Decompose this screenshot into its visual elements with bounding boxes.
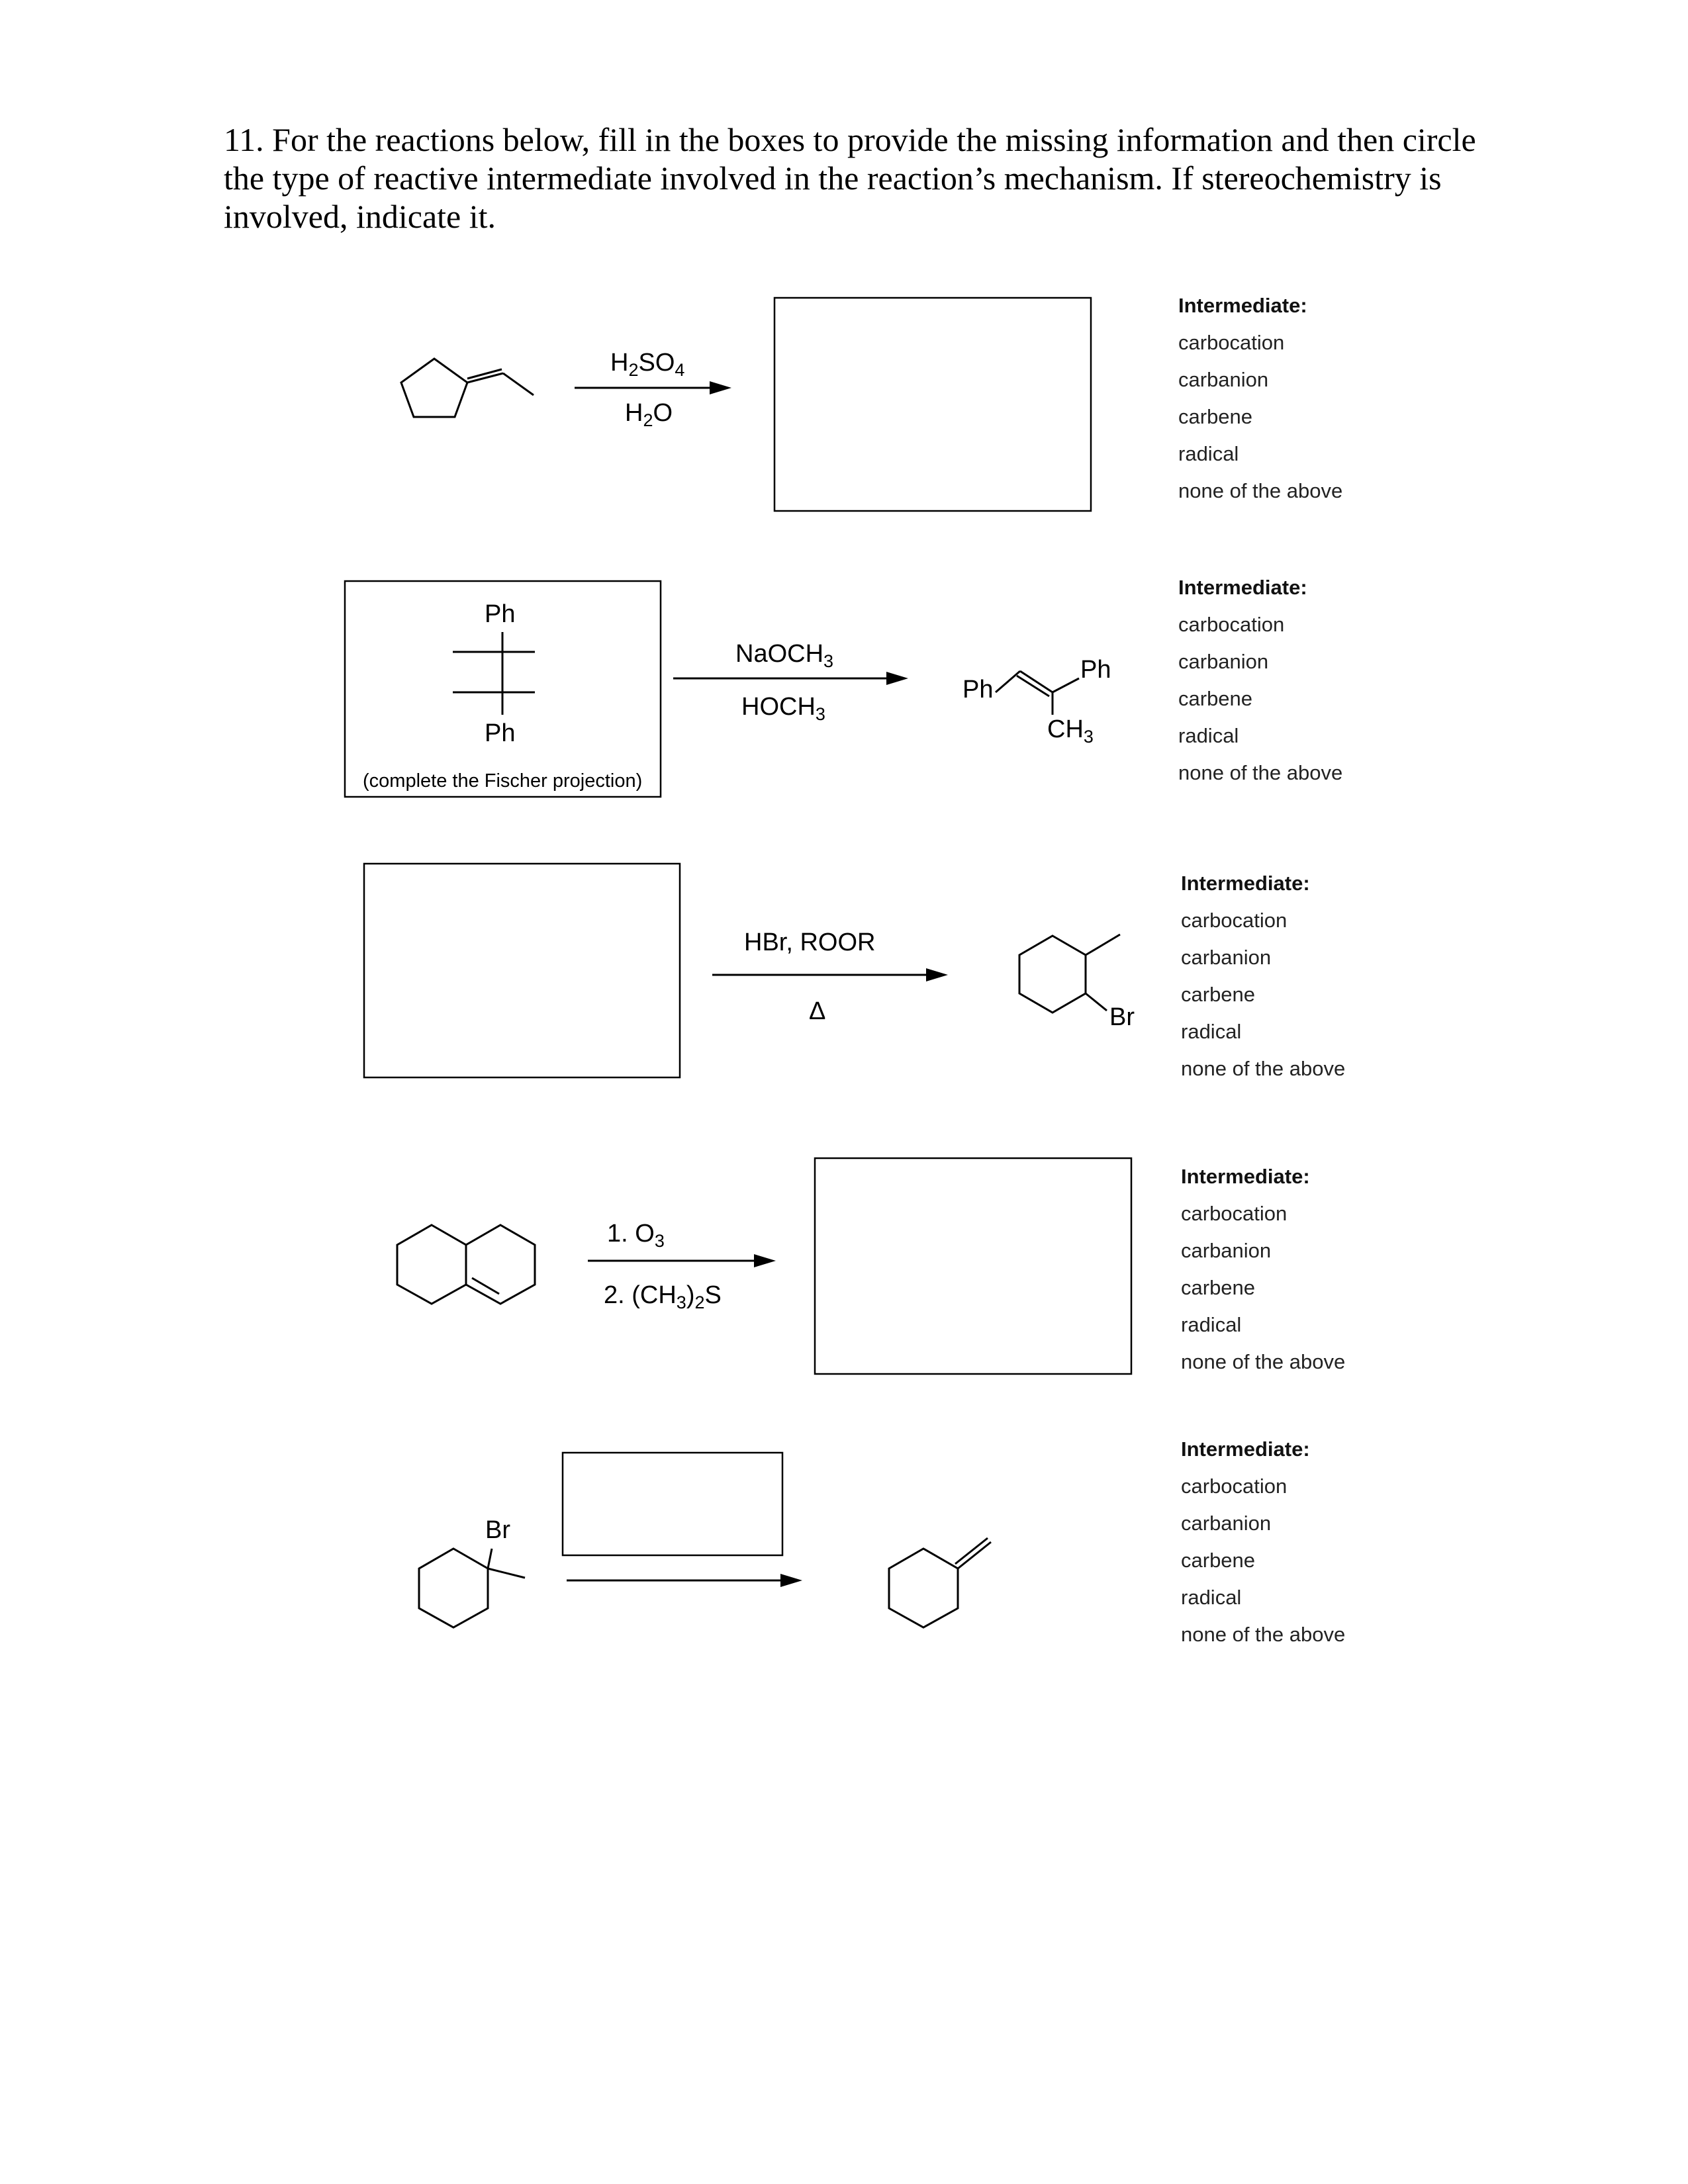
option-carbene[interactable]: carbene — [1181, 983, 1256, 1006]
reagent-hbr-roor: HBr, ROOR — [744, 929, 876, 956]
option-none-of-the-above[interactable]: none of the above — [1181, 1623, 1346, 1646]
option-radical[interactable]: radical — [1181, 1313, 1242, 1336]
reagent-answer-box[interactable] — [563, 1453, 782, 1555]
option-none-of-the-above[interactable]: none of the above — [1181, 1350, 1346, 1373]
reagent-dms: 2. $(CH_3)_2S$ — [604, 1281, 722, 1312]
reaction-5-arrow — [567, 1574, 802, 1587]
option-carbocation[interactable]: carbocation — [1178, 613, 1285, 636]
option-carbanion[interactable]: carbanion — [1178, 368, 1269, 391]
reactant-5-br: Br — [485, 1516, 510, 1544]
option-radical[interactable]: radical — [1178, 724, 1239, 747]
product-2-structure — [996, 671, 1079, 715]
option-none-of-the-above[interactable]: none of the above — [1181, 1057, 1346, 1080]
intermediate-heading: Intermediate: — [1178, 576, 1307, 599]
reactant-1-structure — [401, 359, 534, 417]
reaction-2-arrow — [673, 672, 908, 685]
product-2-ph-right: Ph — [1080, 656, 1111, 684]
option-carbanion[interactable]: carbanion — [1181, 1512, 1272, 1535]
intermediate-list-3 — [1181, 865, 1345, 1087]
option-carbocation[interactable]: carbocation — [1181, 1202, 1288, 1225]
option-none-of-the-above[interactable]: none of the above — [1178, 479, 1343, 502]
option-none-of-the-above[interactable]: none of the above — [1178, 761, 1343, 784]
question-text: 11. For the reactions below, fill in the boxes to provide the missing information and then circle the type of reactive intermediate involved in the reaction’s mechanism. If stereochemistry is involved, indicate it. — [224, 121, 1476, 235]
intermediate-heading: Intermediate: — [1178, 294, 1307, 317]
answer-box-4[interactable] — [815, 1158, 1131, 1374]
fischer-projection-frame — [453, 632, 535, 715]
option-carbanion[interactable]: carbanion — [1178, 650, 1269, 673]
intermediate-list-1 — [1178, 287, 1342, 510]
reactant-4-structure — [397, 1225, 535, 1304]
option-carbene[interactable]: carbene — [1178, 687, 1253, 710]
reaction-4-arrow — [588, 1254, 776, 1267]
intermediate-heading: Intermediate: — [1181, 1437, 1310, 1461]
product-3-br: Br — [1109, 1003, 1135, 1031]
option-carbocation[interactable]: carbocation — [1181, 909, 1288, 932]
option-radical[interactable]: radical — [1178, 442, 1239, 465]
option-radical[interactable]: radical — [1181, 1020, 1242, 1043]
option-carbanion[interactable]: carbanion — [1181, 946, 1272, 969]
intermediate-heading: Intermediate: — [1181, 1165, 1310, 1188]
option-carbocation[interactable]: carbocation — [1181, 1475, 1288, 1498]
option-carbene[interactable]: carbene — [1178, 405, 1253, 428]
product-2-ch3: $CH_3$ — [1047, 715, 1094, 747]
option-carbene[interactable]: carbene — [1181, 1549, 1256, 1572]
answer-box-1[interactable] — [774, 298, 1091, 511]
reagent-ozone: 1. $O_3$ — [607, 1220, 665, 1251]
option-carbocation[interactable]: carbocation — [1178, 331, 1285, 354]
answer-box-3[interactable] — [364, 864, 680, 1077]
reagent-h2o: $H_2O$ — [625, 399, 673, 430]
intermediate-list-4 — [1181, 1158, 1345, 1381]
option-carbanion[interactable]: carbanion — [1181, 1239, 1272, 1262]
intermediate-heading: Intermediate: — [1181, 872, 1310, 895]
reagent-h2so4: $H_2SO_4$ — [610, 349, 685, 380]
option-carbene[interactable]: carbene — [1181, 1276, 1256, 1299]
reagent-naoch3: NaOCH$_3$ — [735, 640, 834, 671]
fischer-top-ph: Ph — [485, 600, 516, 628]
reaction-3-arrow — [712, 968, 948, 981]
reactant-5-structure — [419, 1549, 525, 1627]
fischer-bottom-ph: Ph — [485, 719, 516, 747]
product-3-structure — [1019, 934, 1120, 1013]
product-2-ph-left: Ph — [962, 676, 994, 704]
heat-symbol: Δ — [809, 997, 826, 1025]
reagent-hoch3: $HOCH_3$ — [741, 693, 825, 724]
fischer-caption: (complete the Fischer projection) — [363, 770, 643, 792]
intermediate-list-5 — [1181, 1431, 1345, 1653]
reaction-1-arrow — [575, 381, 731, 394]
option-radical[interactable]: radical — [1181, 1586, 1242, 1609]
intermediate-list-2 — [1178, 569, 1342, 792]
product-5-structure — [889, 1538, 991, 1627]
